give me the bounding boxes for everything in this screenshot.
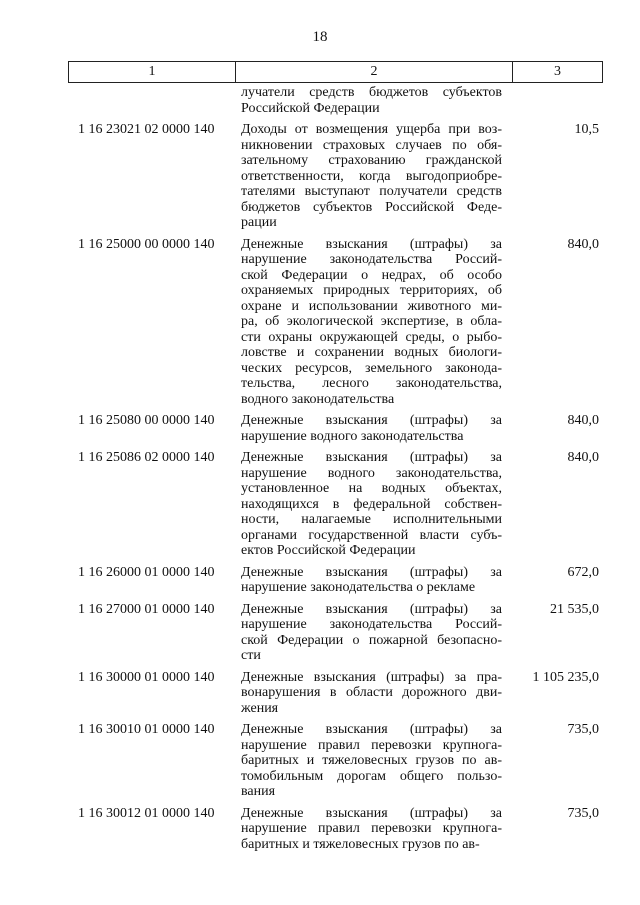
description-line: ской Федерации о пожарной безопасно- [241, 632, 502, 648]
table-row [68, 806, 603, 853]
income-description [234, 722, 502, 800]
budget-code: 1 16 25086 02 0000 140 [78, 450, 215, 465]
description-line: охраняемых природных территориях, об [241, 283, 502, 298]
description-line: Доходы от возмещения ущерба при воз- [241, 122, 502, 137]
budget-table [68, 61, 603, 858]
budget-code: 1 16 30000 01 0000 140 [78, 669, 215, 685]
description-line: ловстве и сохранении водных биологи- [241, 345, 502, 360]
amount-value: 840,0 [567, 450, 599, 465]
budget-code: 1 16 30010 01 0000 140 [78, 722, 215, 737]
description-line: Денежные взыскания (штрафы) за [241, 236, 502, 252]
description-line: бюджетов субъектов Российской Феде- [241, 199, 502, 215]
budget-code [68, 85, 234, 116]
description-line: охране и использовании животного ми- [241, 298, 502, 314]
table-row [68, 602, 603, 664]
description-line: жения [241, 700, 279, 716]
description-line: баритных и тяжеловесных грузов по ав- [241, 836, 480, 852]
amount-value [502, 85, 603, 116]
description-line: установленное на водных объектах, [241, 481, 502, 496]
description-line: нарушение правил перевозки крупнога- [241, 737, 502, 753]
income-description [234, 450, 502, 559]
description-line: водного законодательства [241, 391, 395, 407]
description-line: тельства, лесного законодательства, [241, 376, 502, 391]
description-line: сти охраны окружающей среды, о рыбо- [241, 329, 502, 345]
income-description [234, 85, 502, 116]
description-line: баритных и тяжеловесных грузов по ав- [241, 753, 502, 768]
income-description [234, 565, 502, 596]
description-line: ческих ресурсов, земельного законода- [241, 360, 502, 376]
description-line: нарушение правил перевозки крупнога- [241, 821, 502, 836]
description-line: Денежные взыскания (штрафы) за пра- [241, 669, 502, 685]
table-row [68, 450, 603, 559]
budget-code: 1 16 30012 01 0000 140 [78, 805, 215, 821]
budget-code: 1 16 27000 01 0000 140 [78, 601, 215, 617]
table-row [68, 722, 603, 800]
description-line: рации [241, 215, 277, 230]
description-line: вонарушения в области дорожного дви- [241, 685, 502, 700]
column-header-code: 1 [69, 62, 236, 82]
income-description [234, 670, 502, 717]
description-line: Денежные взыскания (штрафы) за [241, 564, 502, 580]
description-line: Денежные взыскания (штрафы) за [241, 805, 502, 821]
description-line: органами государственной власти субъ- [241, 527, 502, 543]
description-line: лучатели средств бюджетов субъектов [241, 85, 502, 100]
income-description [234, 806, 502, 853]
amount-value: 735,0 [567, 805, 599, 821]
amount-value: 21 535,0 [550, 601, 599, 617]
amount-value: 672,0 [567, 564, 599, 580]
description-line: ответственности, когда выгодоприобре- [241, 168, 502, 184]
description-line: нарушение водного законодательства, [241, 465, 502, 481]
description-line: вания [241, 784, 276, 799]
budget-code: 1 16 25080 00 0000 140 [78, 413, 215, 428]
table-row [68, 122, 603, 231]
description-line: ра, об экологической экспертизе, в обла- [241, 314, 502, 329]
description-line: нарушение законодательства Россий- [241, 617, 502, 632]
description-line: Денежные взыскания (штрафы) за [241, 722, 502, 737]
table-row [68, 237, 603, 408]
description-line: зательному страхованию гражданской [241, 153, 502, 168]
income-description [234, 122, 502, 231]
income-description [234, 413, 502, 444]
amount-value: 735,0 [567, 722, 599, 737]
table-row [68, 85, 603, 116]
amount-value: 10,5 [574, 122, 599, 137]
description-line: никновении страховых случаев по обя- [241, 137, 502, 153]
description-line: Денежные взыскания (штрафы) за [241, 413, 502, 428]
budget-code: 1 16 23021 02 0000 140 [78, 122, 215, 137]
table-row [68, 565, 603, 596]
description-line: ности, налагаемые исполнительными [241, 512, 502, 527]
description-line: нарушение законодательства о рекламе [241, 580, 476, 595]
description-line: сти [241, 648, 261, 663]
table-row [68, 413, 603, 444]
amount-value: 840,0 [567, 413, 599, 428]
description-line: тателями выступают получатели средств [241, 184, 502, 199]
description-line: Российской Федерации [241, 100, 380, 116]
description-line: нарушение водного законодательства [241, 428, 464, 444]
amount-value: 1 105 235,0 [532, 669, 599, 685]
description-line: ектов Российской Федерации [241, 543, 416, 558]
description-line: томобильным дорогам общего пользо- [241, 768, 502, 784]
description-line: находящихся в федеральной собствен- [241, 496, 502, 512]
column-header-description: 2 [236, 62, 513, 82]
budget-code: 1 16 26000 01 0000 140 [78, 564, 215, 580]
page-number: 18 [312, 29, 328, 45]
income-description [234, 237, 502, 408]
description-line: Денежные взыскания (штрафы) за [241, 601, 502, 617]
income-description [234, 602, 502, 664]
description-line: Денежные взыскания (штрафы) за [241, 450, 502, 465]
column-header-amount: 3 [554, 64, 561, 79]
amount-value: 840,0 [567, 236, 599, 252]
budget-code: 1 16 25000 00 0000 140 [78, 236, 215, 252]
table-body [68, 85, 603, 852]
table-row [68, 670, 603, 717]
description-line: нарушение законодательства Россий- [241, 252, 502, 267]
table-header-row [68, 61, 603, 83]
description-line: ской Федерации о недрах, об особо [241, 267, 502, 283]
